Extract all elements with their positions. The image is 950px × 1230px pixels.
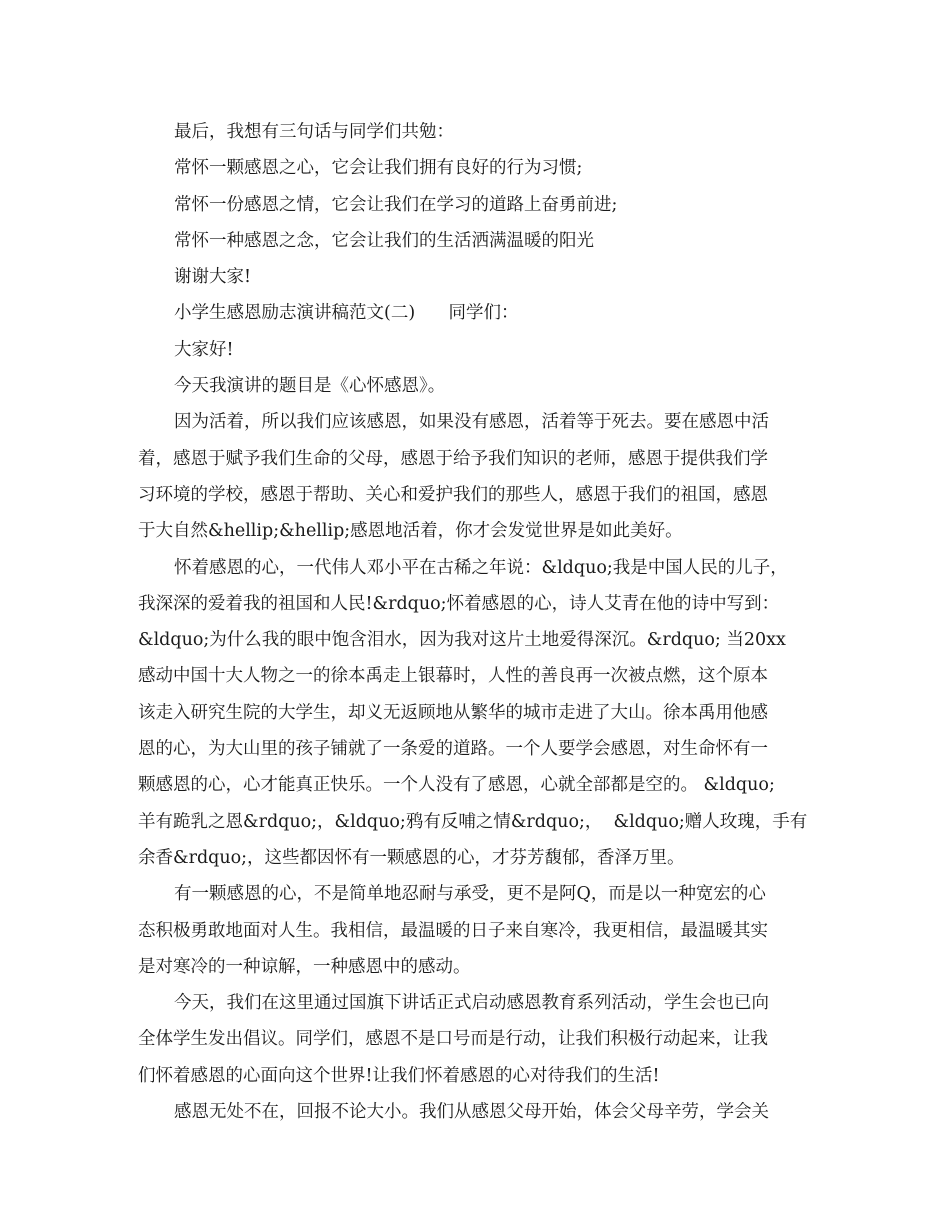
text-line: 小学生感恩励志演讲稿范文(二) 同学们： — [174, 303, 519, 324]
text-line: &ldquo;为什么我的眼中饱含泪水，因为我对这片土地爱得深沉。&rdquo; 当20xx — [138, 630, 786, 651]
text-line: 今天我演讲的题目是《心怀感恩》。 — [174, 376, 446, 397]
text-line: 恩的心，为大山里的孩子铺就了一条爱的道路。一个人要学会感恩，对生命怀有一 — [138, 739, 768, 760]
text-line: 颗感恩的心，心才能真正快乐。一个人没有了感恩，心就全部都是空的。 &ldquo; — [138, 775, 775, 796]
text-line: 着，感恩于赋予我们生命的父母，感恩于给予我们知识的老师，感恩于提供我们学 — [138, 448, 768, 469]
document-body — [138, 114, 818, 1130]
text-line: 感恩无处不在，回报不论大小。我们从感恩父母开始，体会父母辛劳，学会关 — [174, 1102, 769, 1123]
text-line: 该走入研究生院的大学生，却义无返顾地从繁华的城市走进了大山。徐本禹用他感 — [138, 702, 768, 723]
text-line: 谢谢大家! — [174, 267, 252, 288]
text-line: 全体学生发出倡议。同学们，感恩不是口号而是行动，让我们积极行动起来，让我 — [138, 1029, 768, 1050]
text-line: 怀着感恩的心，一代伟人邓小平在古稀之年说：&ldquo;我是中国人民的儿子， — [174, 557, 788, 578]
text-line: 态积极勇敢地面对人生。我相信，最温暖的日子来自寒冷，我更相信，最温暖其实 — [138, 920, 768, 941]
text-line: 习环境的学校，感恩于帮助、关心和爱护我们的那些人，感恩于我们的祖国，感恩 — [138, 484, 768, 505]
text-line: 最后，我想有三句话与同学们共勉： — [174, 122, 454, 142]
text-line: 余香&rdquo;，这些都因怀有一颗感恩的心，才芬芳馥郁，香泽万里。 — [138, 847, 685, 868]
text-line: 有一颗感恩的心，不是简单地忍耐与承受，更不是阿Q，而是以一种宽宏的心 — [174, 884, 766, 905]
text-line: 于大自然&hellip;&hellip;感恩地活着，你才会发觉世界是如此美好。 — [138, 521, 683, 542]
text-line: 常怀一种感恩之念，它会让我们的生活洒满温暖的阳光 — [174, 230, 594, 251]
text-line: 们怀着感恩的心面向这个世界!让我们怀着感恩的心对待我们的生活! — [138, 1065, 660, 1086]
text-line: 是对寒冷的一种谅解，一种感恩中的感动。 — [138, 956, 471, 977]
text-line: 感动中国十大人物之一的徐本禹走上银幕时，人性的善良再一次被点燃，这个原本 — [138, 666, 768, 687]
text-line: 羊有跪乳之恩&rdquo;，&ldquo;鸦有反哺之情&rdquo;， &ldquo;赠人玫瑰，手有 — [138, 811, 808, 832]
text-line: 因为活着，所以我们应该感恩，如果没有感恩，活着等于死去。要在感恩中活 — [174, 412, 769, 433]
text-line: 大家好! — [174, 339, 234, 360]
text-line: 常怀一份感恩之情，它会让我们在学习的道路上奋勇前进; — [174, 194, 618, 215]
text-line: 今天，我们在这里通过国旗下讲话正式启动感恩教育系列活动，学生会也已向 — [174, 993, 769, 1014]
text-line: 常怀一颗感恩之心，它会让我们拥有良好的行为习惯; — [174, 158, 583, 179]
text-line: 我深深的爱着我的祖国和人民!&rdquo;怀着感恩的心，诗人艾青在他的诗中写到： — [138, 593, 780, 614]
